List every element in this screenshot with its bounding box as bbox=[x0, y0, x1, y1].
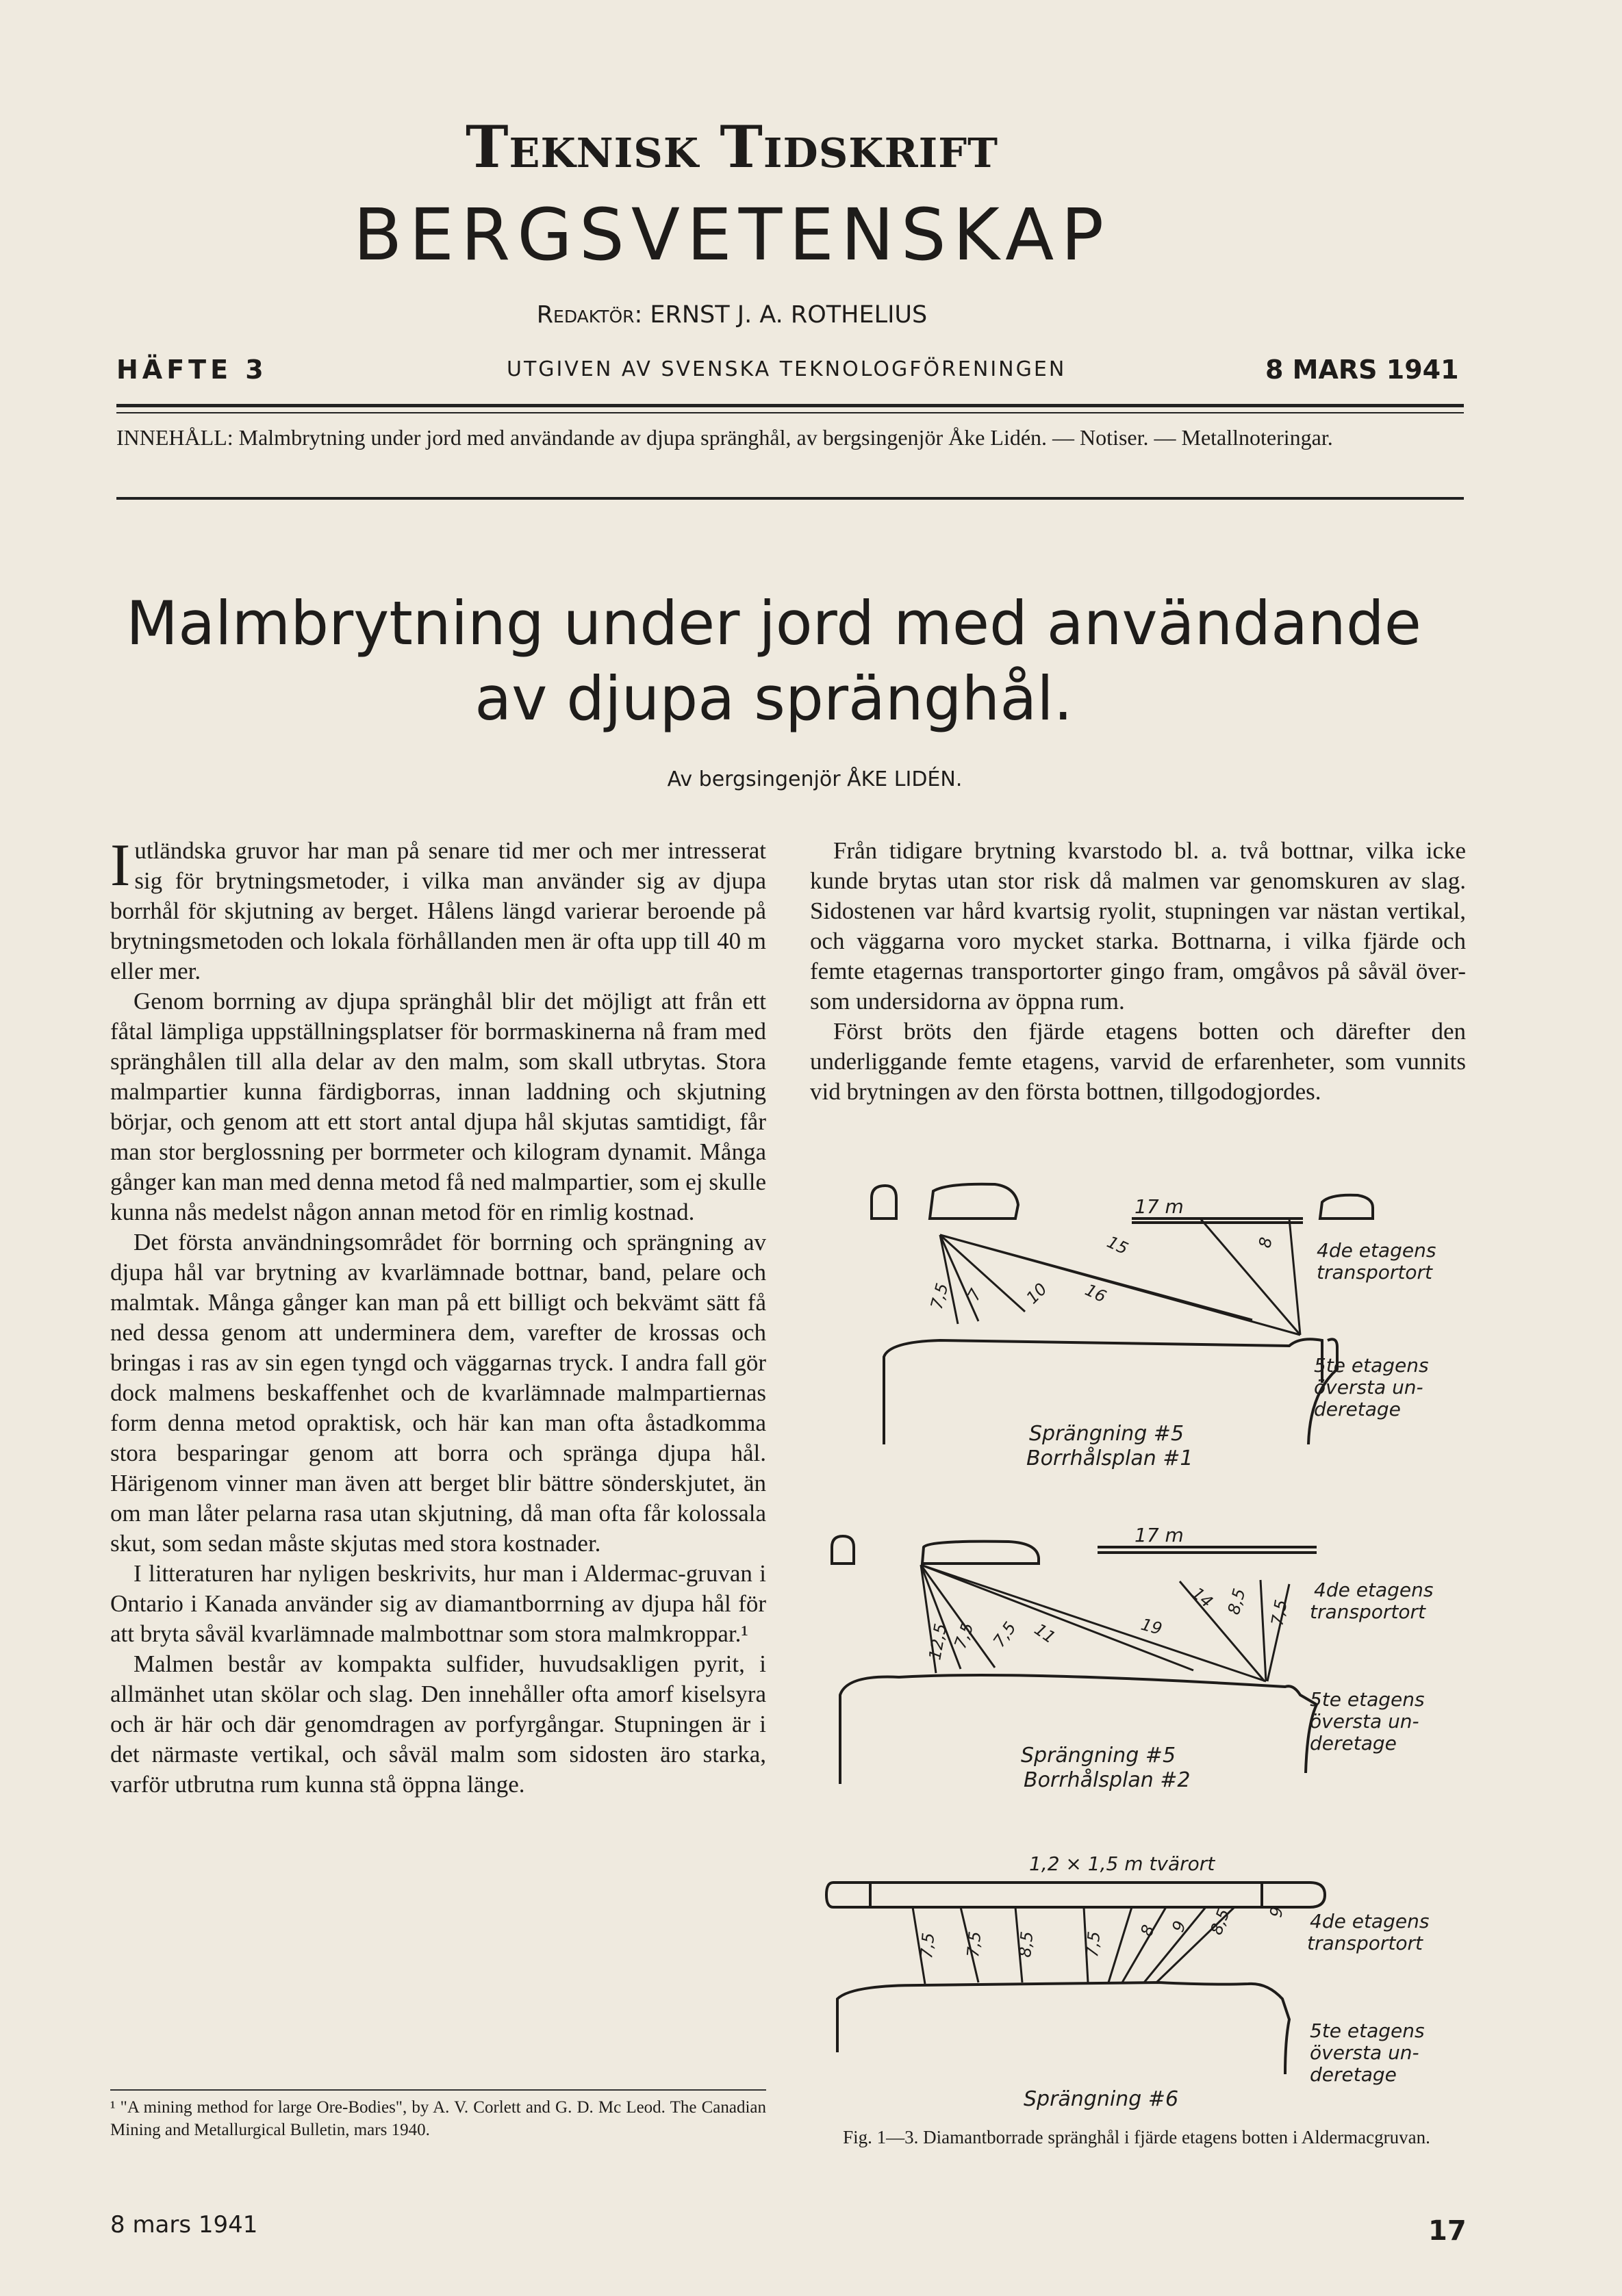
footer-date: 8 mars 1941 bbox=[110, 2211, 258, 2238]
article-title bbox=[0, 586, 1547, 737]
paragraph-5: Malmen består av kompakta sulfider, huvudsakligen pyrit, i allmänhet utan skölar och slag. Den innehåller ofta amorf kiselsyra och är här och där genomdragen av porfyrgångar. Stupningen är i det närmaste vertikal, och såväl malm som sidosten äro starka, varför utbrutna rum kunna stå öppna länge. bbox=[110, 1650, 766, 1798]
hole-label: 7,5 bbox=[926, 1281, 952, 1312]
lower-level-label: 5te etagens bbox=[1314, 1354, 1429, 1377]
drift-4-left bbox=[872, 1186, 896, 1219]
hole-label: 8 bbox=[1137, 1922, 1158, 1939]
publisher-line: UTGIVEN AV SVENSKA TEKNOLOGFÖRENINGEN bbox=[507, 357, 1067, 381]
cross-drift bbox=[826, 1883, 1325, 1907]
stope-top-2 bbox=[922, 1542, 1039, 1564]
issue-number: HÄFTE 3 bbox=[116, 355, 268, 385]
upper-level-label: transportort bbox=[1317, 1261, 1432, 1284]
hole-label: 7 bbox=[963, 1286, 986, 1304]
hole-label: 9 bbox=[1266, 1905, 1287, 1919]
footnote-rule bbox=[110, 2089, 766, 2091]
diagram-name: Borrhålsplan #2 bbox=[1024, 1768, 1191, 1792]
drift-4-right bbox=[1320, 1195, 1373, 1219]
paragraph-7: Först bröts den fjärde etagens botten och därefter den underliggande femte etagens, varvid de erfarenheter, som vunnits vid brytningen av den första bottnen, tillgodogjordes. bbox=[810, 1018, 1466, 1105]
figure-caption: Fig. 1—3. Diamantborrade spränghål i fjärde etagens botten i Aldermacgruvan. bbox=[843, 2127, 1430, 2147]
paragraph-1 bbox=[110, 832, 766, 986]
hole-label: 15 bbox=[1104, 1232, 1131, 1259]
paragraph-2: Genom borrning av djupa spränghål blir det möjligt att från ett fåtal lämpliga uppställningsplatser för borrmaskinerna nå fram med spränghålen till alla delar av den malm, som skall utbrytas. Stora malmpartier kunna färdigborras, innan laddning och skjutning börjar, och genom att ett stort antal djupa hål skjutas samtidigt, får man stor berglossning per borrmeter och kilogram dynamit. Många gånger kan man med denna metod få ned malmpartier, som ej skulle kunna nås medelst någon annan metod för en rimlig kostnad. bbox=[110, 988, 766, 1225]
hole-label: 7,5 bbox=[963, 1930, 985, 1959]
left-column bbox=[110, 832, 766, 1800]
hole-label: 7,5 bbox=[950, 1620, 978, 1652]
hole-label: 10 bbox=[1022, 1279, 1051, 1308]
right-column bbox=[810, 836, 1466, 1107]
hole-label: 8,5 bbox=[1224, 1586, 1250, 1617]
figure-blasting-diagrams bbox=[810, 1177, 1466, 2129]
upper-level-label: transportort bbox=[1310, 1600, 1425, 1623]
header-rule-top bbox=[116, 404, 1464, 407]
hole-label: 7,5 bbox=[989, 1618, 1020, 1651]
lower-level-label: 5te etagens bbox=[1310, 2019, 1425, 2042]
hole-label: 16 bbox=[1082, 1280, 1109, 1307]
diagram-name: Sprängning #5 bbox=[1021, 1744, 1176, 1768]
section-title: BERGSVETENSKAP bbox=[353, 193, 1111, 277]
drift-4-left bbox=[832, 1536, 854, 1564]
page-number: 17 bbox=[1428, 2215, 1467, 2247]
upper-level-label: 4de etagens bbox=[1314, 1579, 1434, 1601]
diagram-2 bbox=[832, 1524, 1433, 1792]
distance-label: 17 m bbox=[1135, 1195, 1184, 1218]
distance-label: 17 m bbox=[1135, 1524, 1184, 1546]
drill-holes-3 bbox=[913, 1907, 1234, 1984]
hole-label: 11 bbox=[1030, 1619, 1059, 1648]
diagram-name: Borrhålsplan #1 bbox=[1026, 1446, 1193, 1470]
hole-label: 19 bbox=[1139, 1614, 1165, 1639]
diagram-name: Sprängning #5 bbox=[1029, 1422, 1184, 1446]
hole-label: 12,5 bbox=[925, 1622, 951, 1662]
contents-rule bbox=[116, 497, 1464, 500]
lower-level-label: 5te etagens bbox=[1310, 1688, 1425, 1711]
diagram-name: Sprängning #6 bbox=[1024, 2087, 1179, 2111]
distance-label: 1,2 × 1,5 m tvärort bbox=[1029, 1852, 1215, 1875]
upper-level-label: transportort bbox=[1307, 1932, 1423, 1954]
stope-top-1 bbox=[930, 1184, 1018, 1219]
lower-level-label: översta un- bbox=[1310, 2041, 1419, 2064]
table-of-contents: INNEHÅLL: Malmbrytning under jord med användande av djupa spränghål, av bergsingenjör Åke Lidén. — Notiser. — Metallnoteringar. bbox=[116, 425, 1333, 450]
hole-label: 8,5 bbox=[1015, 1930, 1037, 1959]
hole-label: 7,5 bbox=[1267, 1598, 1291, 1628]
paragraph-1-text: utländska gruvor har man på senare tid mer och mer intresserat sig för brytningsmetoder, i vilka man använder sig av djupa borrhål för skjutning av berget. Hålens längd varierar beroende på brytningsmetoden och lokala förhållanden men är ofta upp till 40 m eller mer. bbox=[110, 837, 766, 984]
hole-label: 8 bbox=[1255, 1236, 1276, 1250]
diagram-1 bbox=[872, 1184, 1436, 1470]
journal-title: Teknisk Tidskrift bbox=[466, 113, 998, 181]
lower-level-label: översta un- bbox=[1310, 1710, 1419, 1733]
hole-label: 7,5 bbox=[1082, 1930, 1104, 1959]
lower-level-label: deretage bbox=[1310, 1732, 1397, 1755]
paragraph-3: Det första användningsområdet för borrning och sprängning av djupa hål var brytning av kvarlämnade bottnar, band, pelare och malmtak. Många gånger kan man på ett billigt och bekvämt sätt få ned dessa genom att underminera dem, varefter de krossas och bringas i ras av sin egen tyngd och väggarnas tryck. I andra fall gör dock malmens beskaffenhet och de kvarlämnade malmpartiernas form denna metod opraktisk, och här kan man ofta åstadkomma stora besparingar genom att borra och spränga djupa hål. Härigenom vinner man även att berget blir bättre sönderskjutet, än om man låter pelarna rasa utan skjutning, då man ofta får kolossala skut, som sedan måste skjutas med stora kostnader. bbox=[110, 1229, 766, 1557]
article-title-line-2: av djupa spränghål. bbox=[474, 663, 1073, 734]
editor-line: Redaktör: ERNST J. A. ROTHELIUS bbox=[536, 301, 928, 329]
lower-level-label: översta un- bbox=[1314, 1376, 1423, 1399]
header-rule-thin bbox=[116, 412, 1464, 413]
article-byline: Av bergsingenjör ÅKE LIDÉN. bbox=[667, 767, 963, 791]
drill-holes-2 bbox=[921, 1565, 1289, 1681]
issue-date: 8 MARS 1941 bbox=[1265, 355, 1459, 385]
hole-label: 7,5 bbox=[917, 1932, 939, 1960]
undercut-profile-3 bbox=[837, 1982, 1289, 2074]
paragraph-4: I litteraturen har nyligen beskrivits, hur man i Aldermac-gruvan i Ontario i Kanada använder sig av diamantborrning av djupa hål för att bryta såväl kvarlämnade malmbottnar som stora malmkroppar.¹ bbox=[110, 1560, 766, 1647]
diagram-3 bbox=[826, 1852, 1429, 2111]
footnote: ¹ "A mining method for large Ore-Bodies", by A. V. Corlett and G. D. Mc Leod. The Canadian Mining and Metallurgical Bulletin, mars 1940. bbox=[110, 2098, 766, 2139]
hole-label: 9 bbox=[1168, 1918, 1190, 1935]
hole-label: 8,5 bbox=[1206, 1906, 1234, 1938]
drop-cap: I bbox=[110, 832, 131, 899]
upper-level-label: 4de etagens bbox=[1310, 1910, 1430, 1933]
hole-label: 14 bbox=[1188, 1583, 1217, 1612]
upper-level-label: 4de etagens bbox=[1317, 1239, 1436, 1262]
lower-level-label: deretage bbox=[1314, 1398, 1401, 1420]
paragraph-6: Från tidigare brytning kvarstodo bl. a. två bottnar, vilka icke kunde brytas utan stor risk då malmen var genomskuren av slag. Sidostenen var hård kvartsig ryolit, stupningen var nästan vertikal, och väggarna voro mycket starka. Bottnarna, i vilka fjärde och femte etagernas transportorter gingo fram, omgåvos på såväl över- som undersidorna av öppna rum. bbox=[810, 837, 1466, 1015]
lower-level-label: deretage bbox=[1310, 2063, 1397, 2086]
article-title-line-1: Malmbrytning under jord med användande bbox=[126, 588, 1421, 659]
